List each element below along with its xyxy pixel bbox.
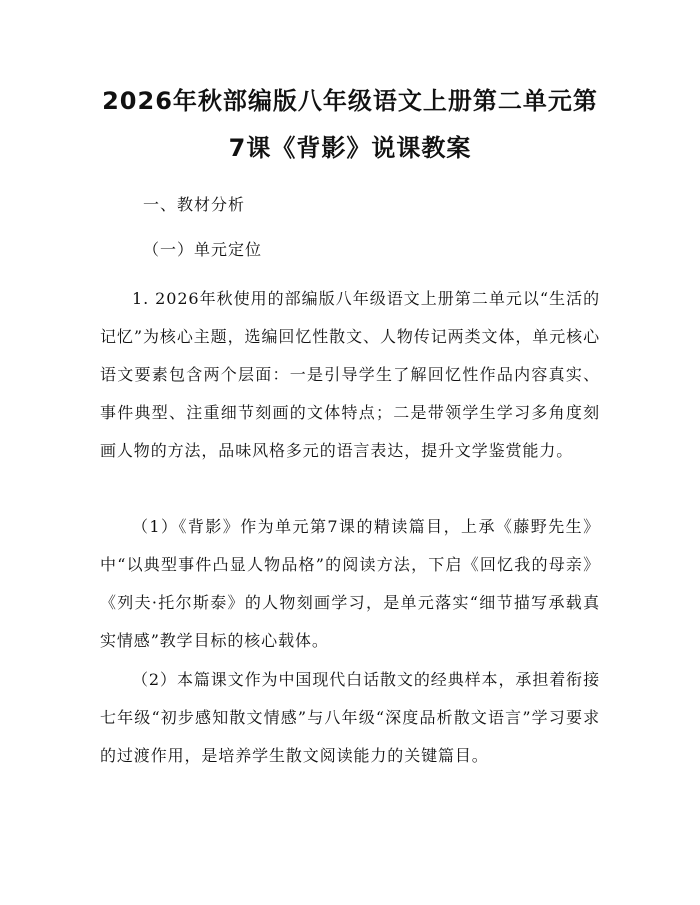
paragraph-unit-overview: 1. 2026年秋使用的部编版八年级语文上册第二单元以“生活的记忆”为核心主题，选编回忆性散文、人物传记两类文体，单元核心语文要素包含两个层面：一是引导学生了解回忆性作品内容真实、事件典型、注重细节刻画的文体特点；二是带领学生学习多角度刻画人物的方法，品味风格多元的语言表达，提升文学鉴赏能力。 (100, 289, 600, 460)
paragraph-lesson-role: （1）《背影》作为单元第7课的精读篇目，上承《藤野先生》中“以典型事件凸显人物品格”的阅读方法，下启《回忆我的母亲》《列夫·托尔斯泰》的人物刻画学习，是单元落实“细节描写承载真实情感”教学目标的核心载体。 (100, 517, 600, 650)
subsection-heading-unit-positioning: （一）单元定位 (143, 240, 263, 259)
paragraph-text-value: （2）本篇课文作为中国现代白话散文的经典样本，承担着衔接七年级“初步感知散文情感”与八年级“深度品析散文语言”学习要求的过渡作用，是培养学生散文阅读能力的关键篇目。 (100, 670, 600, 765)
section-heading-textbook-analysis: 一、教材分析 (143, 195, 246, 214)
document-title-line-1: 2026年秋部编版八年级语文上册第二单元第 (102, 87, 598, 115)
document-title-line-2: 7课《背影》说课教案 (228, 134, 472, 162)
